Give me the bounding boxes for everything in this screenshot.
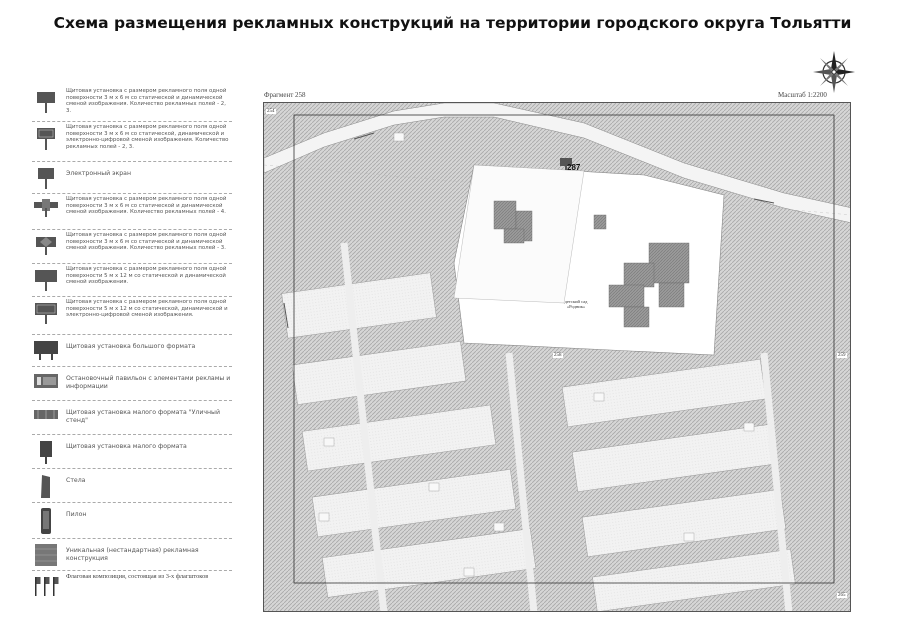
legend-text: Щитовая установка с размером рекламного поля одной поверхности 3 м х 6 м со статической и динамической сменой изображения. Количество рекламных полей - 3. <box>66 232 227 252</box>
legend-item <box>32 122 232 162</box>
map-fragment[interactable] <box>263 102 851 612</box>
large-format-icon <box>33 339 59 361</box>
legend-item <box>32 435 232 469</box>
legend-text: Уникальная (нестандартная) рекламная конструкция <box>66 547 199 562</box>
bus-stop-pavilion-icon <box>33 371 59 391</box>
legend-text: Щитовая установка с размером рекламного поля одной поверхности 3 м х 6 м со статической и динамической сменой изображения. Количество рекламных полей - 2, 3. <box>66 88 227 114</box>
fragment-label: Фрагмент 258 <box>264 91 306 99</box>
billboard-3x6-icon <box>35 90 57 114</box>
legend-text: Щитовая установка малого формата "Уличный стенд" <box>66 409 220 424</box>
plot-label-258: 258 <box>554 353 562 358</box>
plot-label-259: 259 <box>838 353 846 358</box>
legend-text: Стела <box>66 477 86 484</box>
unique-structure-icon <box>34 543 58 567</box>
legend-text: Щитовая установка с размером рекламного поля одной поверхности 5 м х 12 м со статической, динамической и электронно-цифровой сменой изображения. <box>66 299 228 319</box>
legend-text: Щитовая установка малого формата <box>66 443 187 450</box>
page-title: Схема размещения рекламных конструкций на территории городского округа Тольятти <box>53 14 852 32</box>
flag-composition-icon <box>33 575 59 597</box>
legend-item <box>32 162 232 194</box>
legend-item <box>32 297 232 335</box>
compass-rose-icon <box>812 50 856 94</box>
pylon-icon <box>38 507 54 535</box>
legend-text: Пилон <box>66 511 87 518</box>
legend-item <box>32 230 232 264</box>
legend-text: Флаговая композиция, состоящая из 3-х флагштоков <box>66 573 209 580</box>
legend-text: Остановочный павильон с элементами рекламы и информации <box>66 375 231 390</box>
legend-text: Щитовая установка с размером рекламного поля одной поверхности 5 м х 12 м со статической и динамической сменой изображения. <box>66 266 227 286</box>
legend-item <box>32 335 232 367</box>
plot-label-254: 254 <box>267 109 275 114</box>
legend-item <box>32 539 232 571</box>
legend-item <box>32 86 232 122</box>
legend-item <box>32 571 232 603</box>
kindergarten-label: детский сад «Родник» <box>564 299 588 309</box>
legend-item <box>32 367 232 401</box>
legend-item <box>32 503 232 539</box>
small-format-icon <box>38 439 54 465</box>
street-stand-icon <box>33 405 59 425</box>
plot-label-265: 265 <box>838 593 846 598</box>
legend-item <box>32 264 232 297</box>
legend-item <box>32 194 232 230</box>
billboard-3x6-electronic-icon <box>35 126 57 152</box>
legend-item <box>32 469 232 503</box>
billboard-287-label[interactable]: 287 <box>567 163 581 172</box>
billboard-5x12-electronic-icon <box>34 301 58 325</box>
legend-item <box>32 401 232 435</box>
legend-text: Щитовая установка с размером рекламного поля одной поверхности 3 м х 6 м со статической, динамической и электронно-цифровой сменой изображения. Количество рекламных полей - 2, 3. <box>66 124 229 150</box>
legend-text: Электронный экран <box>66 170 131 177</box>
billboard-three-sided-icon <box>34 234 58 256</box>
electronic-screen-icon <box>35 166 57 190</box>
billboard-5x12-icon <box>34 268 58 292</box>
legend-text: Щитовая установка большого формата <box>66 343 196 350</box>
scale-label: Масштаб 1:2200 <box>778 91 827 99</box>
stele-icon <box>38 473 54 499</box>
legend-text: Щитовая установка с размером рекламного поля одной поверхности 3 м х 6 м со статической и динамической сменой изображения. Количество рекламных полей - 4. <box>66 196 227 216</box>
billboard-four-sided-icon <box>33 198 59 218</box>
legend <box>32 86 232 603</box>
